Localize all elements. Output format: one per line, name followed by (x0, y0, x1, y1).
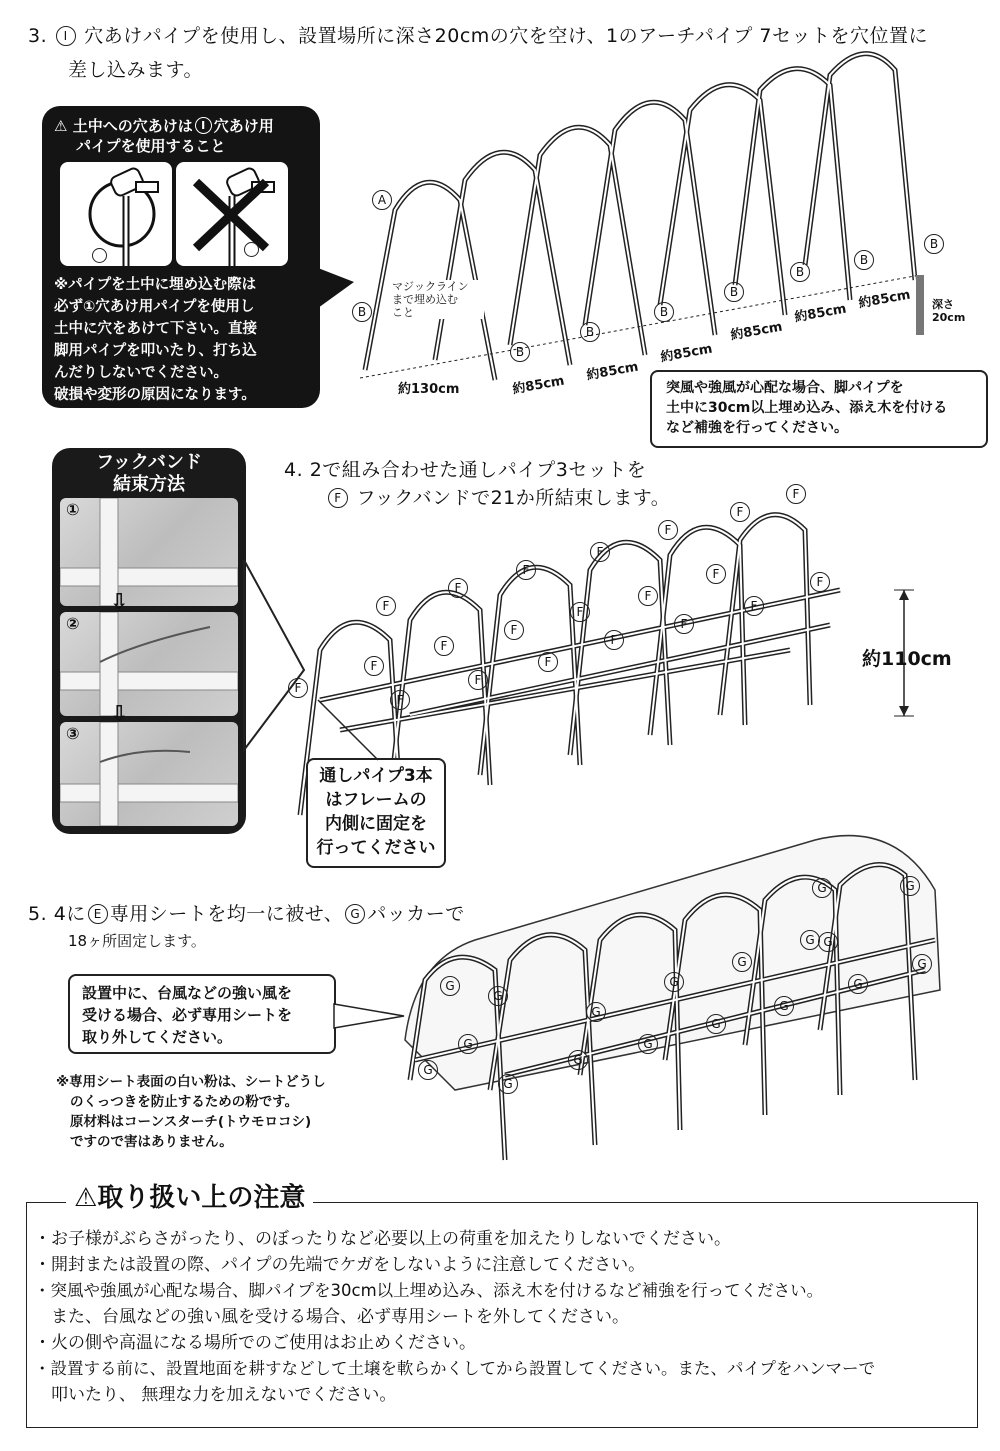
reinforce-callout: 突風や強風が心配な場合、脚パイプを 土中に30cm以上埋め込み、添え木を付ける など補強を行ってください。 (650, 370, 988, 448)
step5-post: パッカーで (367, 903, 465, 925)
label-f: F (786, 484, 806, 504)
warning-title-part3: パイプを使用すること (76, 137, 226, 155)
label-b: B (790, 262, 810, 282)
step5-pre: 4に (53, 903, 86, 925)
label-f: F (288, 678, 308, 698)
label-f: F (570, 602, 590, 622)
label-f: F (638, 586, 658, 606)
label-f: F (434, 636, 454, 656)
dim-85: 約85cm (729, 319, 784, 344)
step4-line2: フックバンドで21か所結束します。 (356, 487, 671, 509)
caution-item: ・設置する前に、設置地面を耕すなどして土壌を軟らかくしてから設置してください。また、パイプをハンマーで (34, 1359, 876, 1378)
warning-text (54, 274, 316, 406)
label-f: F (390, 690, 410, 710)
label-g: G (732, 952, 752, 972)
hookband-panel (52, 448, 246, 834)
warning-text-line: 破損や変形の原因になります。 (54, 387, 256, 403)
label-f: F (706, 564, 726, 584)
depth-label: 深さ 20cm (932, 298, 966, 324)
label-g: G (664, 972, 684, 992)
hookband-photo-3 (60, 722, 238, 826)
hookband-step-1: ① (66, 500, 80, 519)
label-g: G (848, 974, 868, 994)
dim-130: 約130cm (398, 382, 460, 397)
sheet-diagram (395, 830, 955, 1170)
marker-i: I (56, 26, 76, 46)
label-b: B (854, 250, 874, 270)
marker-e: E (88, 904, 108, 924)
label-g: G (498, 1074, 518, 1094)
dim-85: 約85cm (511, 373, 566, 398)
label-f: F (590, 542, 610, 562)
warning-title-part2: 穴あけ用 (213, 117, 274, 135)
dim-85: 約85cm (857, 287, 912, 312)
step3-line2: 差し込みます。 (68, 59, 203, 81)
typhoon-callout: 設置中に、台風などの強い風を 受ける場合、必ず専用シートを 取り外してください。 (68, 974, 336, 1054)
warning-text-line: 土中に穴をあけて下さい。直接 (54, 321, 257, 337)
warning-text-line: 必ず①穴あけ用パイプを使用し (54, 299, 255, 315)
label-g: G (800, 930, 820, 950)
powder-note-line: のくっつきを防止するための粉です。 (70, 1094, 299, 1110)
hookband-photo-2 (60, 612, 238, 716)
label-g: G (440, 976, 460, 996)
dim-85: 約85cm (659, 341, 714, 366)
caution-item: ・開封または設置の際、パイプの先端でケガをしないように注意してください。 (34, 1255, 646, 1275)
label-g: G (774, 996, 794, 1016)
label-f: F (744, 596, 764, 616)
powder-note-line: ですので害はありません。 (70, 1134, 233, 1150)
hookband-title-line1: フックバンド (96, 452, 202, 473)
label-b: B (510, 342, 530, 362)
label-g: G (706, 1014, 726, 1034)
caution-item: ・お子様がぶらさがったり、のぼったりなど必要以上の荷重を加えたりしないでください。 (34, 1229, 731, 1249)
height-label: 約110cm (862, 648, 952, 670)
dim-85: 約85cm (585, 359, 640, 384)
step3-instruction (28, 22, 928, 50)
inner-fix-pointer (318, 700, 398, 770)
label-f: F (538, 652, 558, 672)
typhoon-pointer (334, 1004, 404, 1034)
magic-line-note: マジックライン まで埋め込む こと (392, 280, 484, 319)
label-b: B (924, 234, 944, 254)
correct-panel (60, 162, 172, 266)
caution-item: ・突風や強風が心配な場合、脚パイプを30cm以上埋め込み、添え木を付けるなど補強を行ってください。 (34, 1281, 824, 1300)
label-b: B (654, 302, 674, 322)
step5-number: 5. (28, 903, 48, 925)
label-g: G (418, 1060, 438, 1080)
warning-box (42, 106, 320, 408)
step5-line2: 18ヶ所固定します。 (68, 932, 206, 950)
label-b: B (724, 282, 744, 302)
caution-list (34, 1226, 964, 1408)
label-f: F (730, 502, 750, 522)
powder-note-line: 原材料はコーンスターチ(トウモロコシ) (70, 1114, 312, 1130)
hookband-title (52, 452, 246, 496)
down-arrow-icon: ⇩ (110, 702, 129, 727)
powder-note (56, 1072, 326, 1152)
label-g: G (488, 986, 508, 1006)
caution-item: ・火の側や高温になる場所でのご使用はお止めください。 (34, 1333, 476, 1353)
label-g: G (812, 878, 832, 898)
label-g: G (586, 1002, 606, 1022)
caution-title (66, 1178, 313, 1218)
step3-number: 3. (28, 25, 48, 47)
caution-title-text: 取り扱い上の注意 (97, 1183, 306, 1213)
step3-line1: 穴あけパイプを使用し、設置場所に深さ20cmの穴を空け、1のアーチパイプ 7セットを穴位置に (84, 25, 928, 47)
label-f: F (516, 560, 536, 580)
step5-mid: 専用シートを均一に被せ、 (109, 903, 344, 925)
label-a: A (372, 190, 392, 210)
caution-item: また、台風などの強い風を受ける場合、必ず専用シートを外してください。 (34, 1307, 629, 1327)
cross-icon (176, 162, 288, 266)
label-g: G (912, 954, 932, 974)
label-f: F (468, 670, 488, 690)
label-f: F (810, 572, 830, 592)
caution-item: 叩いたり、 無理な力を加えないでください。 (34, 1385, 397, 1405)
label-f: F (658, 520, 678, 540)
drill-pipe-label: 穴あけ用パイプ (64, 171, 75, 256)
label-b: B (580, 322, 600, 342)
label-f: F (376, 596, 396, 616)
label-f: F (504, 620, 524, 640)
hookband-photo-1 (60, 498, 238, 606)
warning-title-part1: 土中への穴あけは (72, 117, 193, 135)
label-f: F (604, 630, 624, 650)
label-b: B (352, 302, 372, 322)
inner-fix-callout: 通しパイプ3本 はフレームの 内側に固定を 行ってください (306, 758, 446, 868)
label-g: G (638, 1034, 658, 1054)
step4-instruction (284, 456, 646, 484)
hookband-step-2: ② (66, 614, 80, 633)
marker-f: F (328, 488, 348, 508)
warning-title (54, 116, 314, 156)
label-f: F (448, 578, 468, 598)
caution-triangle-icon: ⚠ (74, 1183, 98, 1213)
warning-title-marker: I (195, 117, 212, 134)
step4-number: 4. (284, 459, 304, 481)
label-f: F (364, 656, 384, 676)
hookband-title-line2: 結束方法 (113, 474, 185, 495)
incorrect-panel (176, 162, 288, 266)
powder-note-line: ※専用シート表面の白い粉は、シートどうし (56, 1074, 326, 1090)
hookband-step-3: ③ (66, 724, 80, 743)
dim-85: 約85cm (793, 301, 848, 326)
marker-g: G (345, 904, 365, 924)
label-g: G (458, 1034, 478, 1054)
warning-triangle-icon: ⚠ (54, 117, 68, 135)
warning-text-line: んだりしないでください。 (54, 365, 228, 381)
label-f: F (674, 614, 694, 634)
leg-pipe-marker: B (244, 242, 259, 257)
label-g: G (900, 876, 920, 896)
drill-pipe-marker: I (92, 248, 107, 263)
step4-line1: 2で組み合わせた通しパイプ3セットを (309, 459, 647, 481)
warning-text-line: ※パイプを土中に埋め込む際は (54, 277, 257, 293)
label-g: G (568, 1050, 588, 1070)
warning-text-line: 脚用パイプを叩いたり、打ち込 (54, 343, 257, 359)
down-arrow-icon: ⇩ (110, 590, 129, 615)
label-g: G (818, 932, 838, 952)
